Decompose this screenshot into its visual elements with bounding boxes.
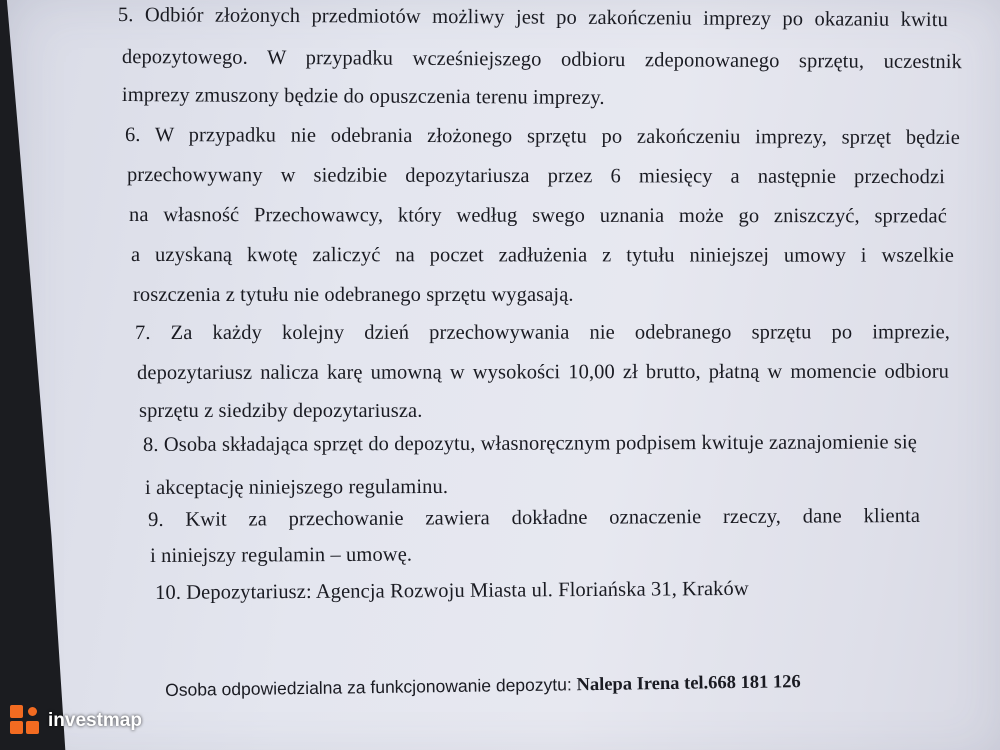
watermark <box>10 705 142 737</box>
regulation-line: i akceptację niniejszego regulaminu. <box>145 475 449 499</box>
regulation-line: na własność Przechowawcy, który według swego uznania może go zniszczyć, sprzedać <box>128 204 947 228</box>
regulation-line: 10. Depozytariusz: Agencja Rozwoju Miasta ul. Floriańska 31, Kraków <box>155 577 749 604</box>
regulation-line: 7. Za każdy kolejny dzień przechowywania nie odebranego sprzętu po imprezie, <box>135 321 951 344</box>
regulation-line: depozytariusz nalicza karę umowną w wysokości 10,00 zł brutto, płatną w momencie odbioru <box>137 360 950 384</box>
regulation-line: 9. Kwit za przechowanie zawiera dokładne oznaczenie rzeczy, dane klienta <box>148 504 921 531</box>
footer-label: Osoba odpowiedzialna za funkcjonowanie depozytu: <box>165 674 572 700</box>
regulation-line: 5. Odbiór złożonych przedmiotów możliwy jest po zakończeniu imprezy po okazaniu kwitu <box>117 4 948 32</box>
regulation-line: roszczenia z tytułu nie odebranego sprzętu wygasają. <box>133 284 574 306</box>
regulation-line: i niniejszy regulamin – umowę. <box>150 543 413 567</box>
regulation-line: 8. Osoba składająca sprzęt do depozytu, własnoręcznym podpisem kwituje zaznajomienie się <box>143 431 917 456</box>
regulation-line: depozytowego. W przypadku wcześniejszego odbioru zdeponowanego sprzętu, uczestnik <box>121 46 962 74</box>
regulation-line: a uzyskaną kwotę zaliczyć na poczet zadłużenia z tytułu niniejszej umowy i wszelkie <box>130 244 954 267</box>
investmap-logo-icon <box>10 705 40 737</box>
regulation-line: 6. W przypadku nie odebrania złożonego sprzętu po zakończeniu imprezy, sprzęt będzie <box>124 124 960 149</box>
regulation-line: sprzętu z siedziby depozytariusza. <box>139 400 423 422</box>
watermark-brand: investmap <box>48 710 142 731</box>
regulation-line: przechowywany w siedzibie depozytariusza przez 6 miesięcy a następnie przechodzi <box>126 164 945 189</box>
regulation-line: imprezy zmuszony będzie do opuszczenia terenu imprezy. <box>121 84 605 109</box>
footer-contact: Nalepa Irena tel.668 181 126 <box>576 672 801 696</box>
